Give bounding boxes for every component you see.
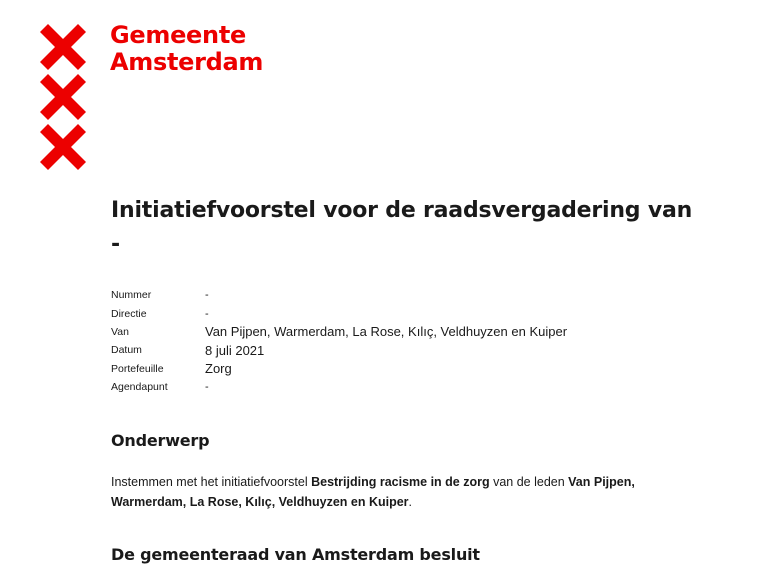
metadata-value: -: [205, 381, 209, 394]
metadata-label: Van: [111, 325, 129, 338]
saint-andrew-cross-icon: [40, 124, 86, 170]
metadata-value: -: [205, 307, 209, 320]
paragraph-text: van de leden: [489, 475, 569, 489]
section-heading-onderwerp: Onderwerp: [111, 431, 210, 450]
brand-line-2: Amsterdam: [110, 48, 264, 76]
metadata-row-van: [111, 323, 567, 341]
metadata-label: Datum: [111, 344, 142, 357]
metadata-label: Directie: [111, 307, 147, 320]
paragraph-text: Instemmen met het initiatiefvoorstel: [111, 475, 312, 489]
metadata-label: Portefeuille: [111, 362, 164, 375]
brand-name: [110, 22, 263, 76]
metadata-table: [111, 286, 567, 396]
saint-andrew-cross-icon: [40, 24, 86, 70]
paragraph-text: .: [408, 495, 413, 509]
title-line-2: -: [111, 232, 120, 257]
metadata-value: -: [205, 289, 209, 302]
saint-andrew-cross-icon: [40, 74, 86, 120]
metadata-label: Agendapunt: [111, 381, 168, 394]
onderwerp-paragraph: [111, 472, 671, 512]
amsterdam-logo: [40, 24, 88, 174]
metadata-row-nummer: [111, 286, 567, 304]
council-members: Van Pijpen, Warmerdam, La Rose, Kılıç, Veldhuyzen en Kuiper: [111, 475, 635, 509]
brand-line-1: Gemeente: [110, 21, 246, 49]
section-heading-besluit: De gemeenteraad van Amsterdam besluit: [111, 545, 480, 564]
metadata-value: 8 juli 2021: [205, 342, 265, 358]
metadata-value: Zorg: [205, 361, 232, 377]
metadata-row-agendapunt: [111, 378, 567, 396]
metadata-row-directie: [111, 304, 567, 322]
metadata-value: Van Pijpen, Warmerdam, La Rose, Kılıç, Veldhuyzen en Kuiper: [205, 324, 568, 340]
document-title: [111, 194, 761, 262]
title-line-1: Initiatiefvoorstel voor de raadsvergadering van: [111, 198, 693, 223]
metadata-row-portefeuille: [111, 360, 567, 378]
metadata-row-datum: [111, 341, 567, 359]
metadata-label: Nummer: [111, 289, 152, 302]
proposal-title: Bestrijding racisme in de zorg: [311, 475, 490, 489]
